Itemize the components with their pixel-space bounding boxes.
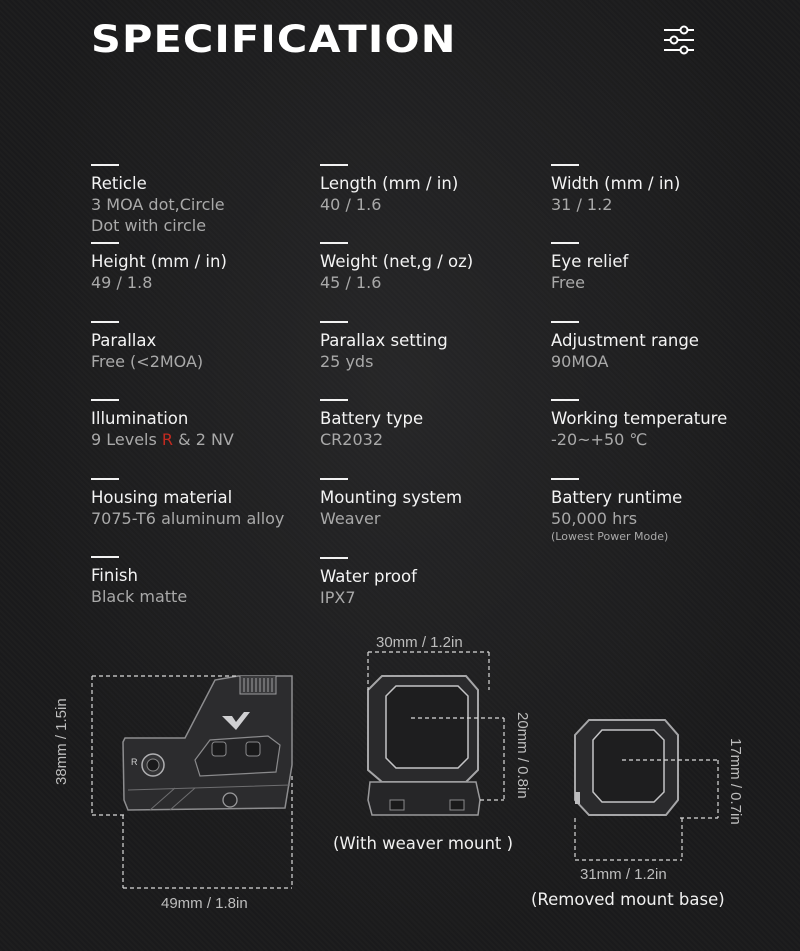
spec-value: Free xyxy=(551,273,585,292)
side-height-label: 38mm / 1.5in xyxy=(53,698,70,785)
removed-width-label: 31mm / 1.2in xyxy=(580,866,667,883)
value-post: & 2 NV xyxy=(173,430,234,449)
spec-value: Black matte xyxy=(91,587,188,606)
spec-value: 25 yds xyxy=(320,352,374,371)
spec-label: Length (mm / in) xyxy=(320,174,459,193)
spec-value: 45 / 1.6 xyxy=(320,273,382,292)
spec-label: Height (mm / in) xyxy=(91,252,227,271)
spec-label: Mounting system xyxy=(320,488,463,507)
removed-base-sight xyxy=(575,720,678,815)
spec-label: Reticle xyxy=(91,174,147,193)
spec-label: Working temperature xyxy=(551,409,728,428)
spec-label: Weight (net,g / oz) xyxy=(320,252,474,271)
spec-label: Water proof xyxy=(320,567,417,586)
spec-value: 49 / 1.8 xyxy=(91,273,153,292)
spec-value: 31 / 1.2 xyxy=(551,195,613,214)
spec-label: Illumination xyxy=(91,409,189,428)
spec-label: Width (mm / in) xyxy=(551,174,681,193)
spec-label: Battery type xyxy=(320,409,424,428)
removed-height-label: 17mm / 0.7in xyxy=(727,738,744,825)
spec-value: -20~+50 ℃ xyxy=(551,430,648,449)
spec-label: Parallax setting xyxy=(320,331,448,350)
spec-label: Finish xyxy=(91,566,138,585)
spec-value: CR2032 xyxy=(320,430,384,449)
red-r: R xyxy=(161,430,174,449)
svg-text:R: R xyxy=(131,757,138,767)
page-title: SPECIFICATION xyxy=(91,18,457,61)
spec-value: Weaver xyxy=(320,509,381,528)
side-view-sight xyxy=(123,676,292,810)
removed-caption: (Removed mount base) xyxy=(531,890,725,909)
spec-value: 3 MOA dot,Circle xyxy=(91,195,225,214)
spec-value: IPX7 xyxy=(320,588,356,607)
spec-label: Eye relief xyxy=(551,252,629,271)
spec-label: Battery runtime xyxy=(551,488,683,507)
spec-value-line2: Dot with circle xyxy=(91,216,207,235)
front-width-label: 30mm / 1.2in xyxy=(376,634,463,651)
spec-label: Adjustment range xyxy=(551,331,699,350)
spec-value: 90MOA xyxy=(551,352,609,371)
spec-note: (Lowest Power Mode) xyxy=(551,530,669,543)
spec-value: 7075-T6 aluminum alloy xyxy=(91,509,285,528)
value-pre: 9 Levels xyxy=(91,430,162,449)
spec-value: Free (<2MOA) xyxy=(91,352,204,371)
front-caption: (With weaver mount ) xyxy=(333,834,514,853)
side-length-label: 49mm / 1.8in xyxy=(161,895,248,912)
front-height-label: 20mm / 0.8in xyxy=(514,712,531,799)
spec-value: 50,000 hrs xyxy=(551,509,638,528)
front-view-sight xyxy=(368,676,480,815)
spec-value: 40 / 1.6 xyxy=(320,195,382,214)
spec-label: Parallax xyxy=(91,331,157,350)
spec-label: Housing material xyxy=(91,488,233,507)
